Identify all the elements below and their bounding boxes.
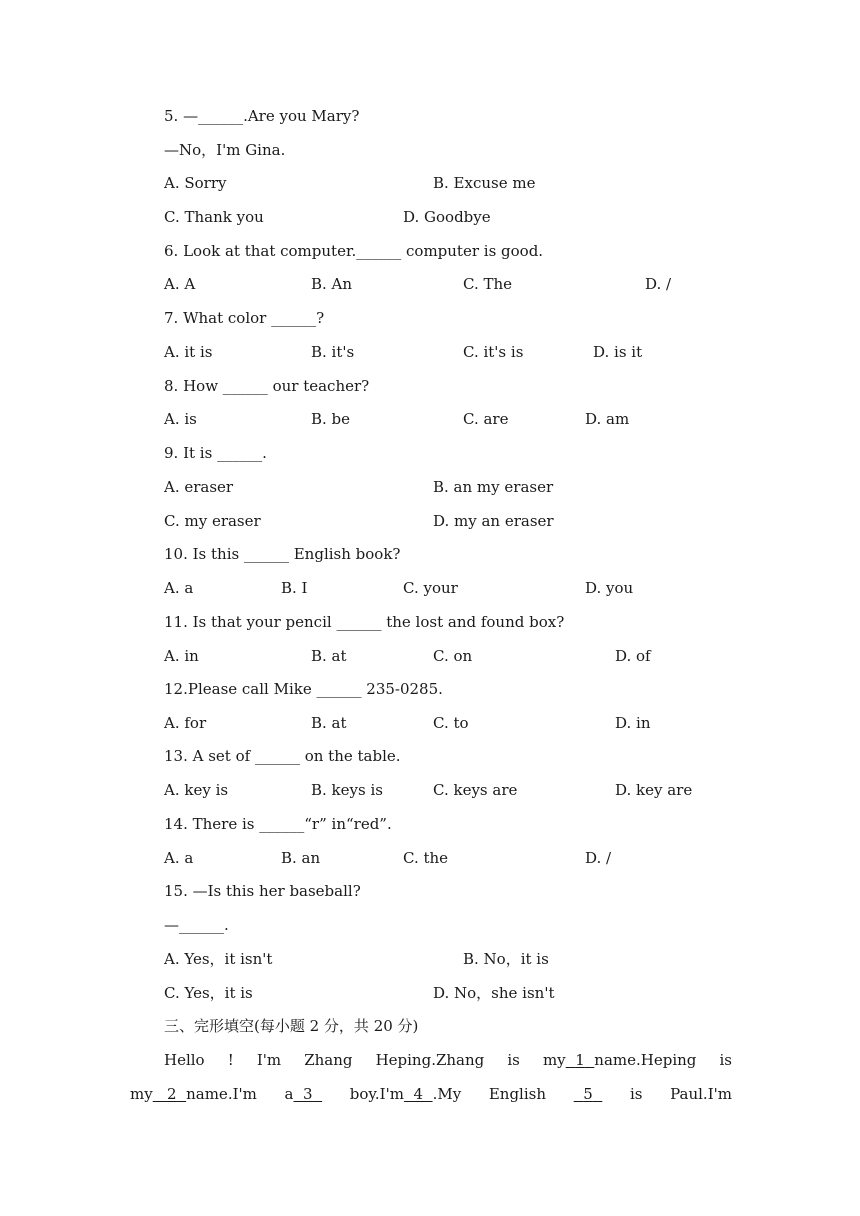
q7-option-d: D. is it [593,343,643,361]
q9-option-a: A. eraser [164,478,234,496]
cloze-word: Hello [164,1051,205,1069]
q6-option-a: A. A [164,275,196,293]
cloze-blank-4: boy.I'm 4 .My [349,1085,462,1103]
question-13-stem: 13. A set of ______ on the table. [164,747,401,765]
q14-option-d: D. / [585,849,612,867]
question-5-stem: 5. —______.Are you Mary? [164,107,360,125]
q11-option-c: C. on [433,647,473,665]
q12-option-a: A. for [164,714,207,732]
q11-option-a: A. in [164,647,199,665]
q5-option-c: C. Thank you [164,208,264,226]
q5-option-a: A. Sorry [164,174,227,192]
q9-option-c: C. my eraser [164,512,261,530]
q6-option-c: C. The [463,275,513,293]
question-6-stem: 6. Look at that computer.______ computer is good. [164,242,544,260]
question-10-stem: 10. Is this ______ English book? [164,545,401,563]
q13-option-d: D. key are [615,781,693,799]
q15-option-d: D. No，she isn't [433,984,555,1002]
cloze-blank-3: a 3 [285,1084,323,1104]
q14-option-b: B. an [281,849,321,867]
q15-option-b: B. No，it is [463,950,549,968]
q12-option-c: C. to [433,714,469,732]
cloze-word: I'm [256,1051,282,1069]
q14-option-a: A. a [164,849,194,867]
blank-number: 5 [583,1085,593,1103]
cloze-word: is [719,1051,732,1069]
question-7-stem: 7. What color ______? [164,309,325,327]
question-15-stem: 15. —Is this her baseball? [164,882,361,900]
q10-option-d: D. you [585,579,634,597]
q11-option-b: B. at [311,647,347,665]
cloze-word: Paul.I'm [670,1085,732,1103]
cloze-word: is [629,1085,643,1103]
blank-number: 4 [413,1085,424,1103]
q13-option-c: C. keys are [433,781,518,799]
cloze-word: Heping.Zhang [375,1051,485,1069]
q8-option-c: C. are [463,410,509,428]
cloze-blank-2: my 2 name.I'm [130,1085,257,1103]
cloze-word: my [542,1051,566,1069]
q7-option-c: C. it's is [463,343,524,361]
q12-option-b: B. at [311,714,347,732]
cloze-line-2 [130,1084,732,1104]
blank-number: 1 [575,1051,585,1069]
q9-option-b: B. an my eraser [433,478,554,496]
q8-option-b: B. be [311,410,351,428]
q12-option-d: D. in [615,714,651,732]
q7-option-b: B. it's [311,343,355,361]
cloze-line-1 [164,1050,732,1070]
cloze-word: is [507,1051,520,1069]
q15-option-c: C. Yes，it is [164,984,253,1002]
question-8-stem: 8. How ______ our teacher? [164,377,370,395]
q6-option-b: B. An [311,275,353,293]
q13-option-a: A. key is [164,781,229,799]
q5-option-d: D. Goodbye [403,208,491,226]
q9-option-d: D. my an eraser [433,512,554,530]
question-9-stem: 9. It is ______. [164,444,267,462]
q8-option-a: A. is [164,410,197,428]
q10-option-c: C. your [403,579,458,597]
q10-option-a: A. a [164,579,194,597]
q15-option-a: A. Yes，it isn't [164,950,273,968]
q11-option-d: D. of [615,647,651,665]
q8-option-d: D. am [585,410,630,428]
section-3-heading: 三、完形填空(每小题 2 分，共 20 分) [164,1017,419,1035]
question-11-stem: 11. Is that your pencil ______ the lost and found box? [164,613,565,631]
question-12-stem: 12.Please call Mike ______ 235-0285. [164,680,443,698]
cloze-blank-1 [543,1050,696,1070]
q14-option-c: C. the [403,849,449,867]
q7-option-a: A. it is [164,343,213,361]
blank-number: 2 [167,1085,177,1103]
q6-option-d: D. / [645,275,672,293]
question-15-reply: —______. [164,916,229,934]
q5-option-b: B. Excuse me [433,174,536,192]
blank-number: 3 [303,1085,313,1103]
cloze-word: Zhang [304,1051,353,1069]
question-5-reply: —No，I'm Gina. [164,141,286,159]
cloze-word: name.Heping [594,1051,697,1069]
cloze-word: ! [227,1051,234,1069]
question-14-stem: 14. There is ______“r” in“red”. [164,815,392,833]
q10-option-b: B. I [281,579,308,597]
cloze-word: English [488,1085,546,1103]
cloze-blank-5 [574,1084,603,1104]
q13-option-b: B. keys is [311,781,383,799]
